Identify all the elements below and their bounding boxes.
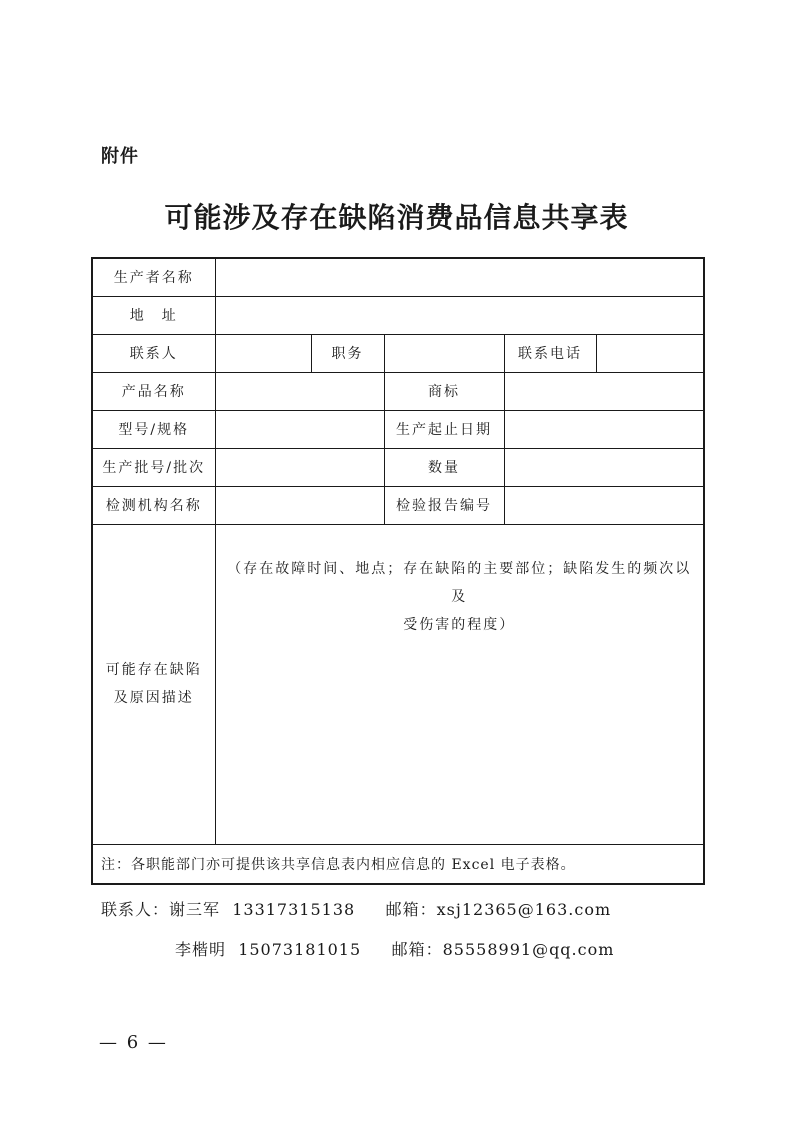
form-note: 注：各职能部门亦可提供该共享信息表内相应信息的 Excel 电子表格。: [92, 844, 704, 884]
defect-description-label: [92, 524, 215, 844]
info-share-form: [91, 257, 705, 885]
batch-label: 生产批号/批次: [92, 448, 215, 486]
producer-name-label: 生产者名称: [92, 258, 215, 296]
defect-label-line2: 及原因描述: [113, 690, 194, 706]
defect-hint-line1: （存在故障时间、地点；存在缺陷的主要部位；缺陷发生的频次以及: [227, 560, 692, 605]
product-name-field[interactable]: [215, 372, 384, 410]
contact-phone-label: 联系电话: [504, 334, 596, 372]
contact-name: 李楷明: [175, 940, 227, 959]
position-field[interactable]: [384, 334, 504, 372]
report-no-field[interactable]: [504, 486, 704, 524]
defect-label-line1: 可能存在缺陷: [105, 662, 202, 678]
email-label: 邮箱：: [385, 900, 437, 919]
model-spec-label: 型号/规格: [92, 410, 215, 448]
defect-description-field[interactable]: [215, 524, 704, 844]
email-label: 邮箱：: [391, 940, 443, 959]
contact-phone-field[interactable]: [596, 334, 704, 372]
contacts-label: 联系人：: [101, 900, 170, 919]
page-number: — 6 —: [99, 1032, 168, 1053]
contact-email: xsj12365@163.com: [436, 900, 612, 919]
contact-name: 谢三军: [169, 900, 221, 919]
address-label: 地 址: [92, 296, 215, 334]
production-dates-field[interactable]: [504, 410, 704, 448]
address-field[interactable]: [215, 296, 704, 334]
contact-line-1: [101, 897, 611, 920]
batch-field[interactable]: [215, 448, 384, 486]
trademark-label: 商标: [384, 372, 504, 410]
attachment-label: 附件: [101, 146, 139, 167]
contact-person-field[interactable]: [215, 334, 311, 372]
quantity-field[interactable]: [504, 448, 704, 486]
contact-line-2: [175, 937, 614, 960]
product-name-label: 产品名称: [92, 372, 215, 410]
contact-person-label: 联系人: [92, 334, 215, 372]
contact-phone: 13317315138: [232, 900, 356, 919]
defect-hint-line2: 受伤害的程度）: [403, 616, 516, 633]
quantity-label: 数量: [384, 448, 504, 486]
position-label: 职务: [311, 334, 384, 372]
contact-email: 85558991@qq.com: [442, 940, 615, 959]
test-org-field[interactable]: [215, 486, 384, 524]
report-no-label: 检验报告编号: [384, 486, 504, 524]
contact-phone: 15073181015: [238, 940, 362, 959]
test-org-label: 检测机构名称: [92, 486, 215, 524]
trademark-field[interactable]: [504, 372, 704, 410]
production-dates-label: 生产起止日期: [384, 410, 504, 448]
model-spec-field[interactable]: [215, 410, 384, 448]
producer-name-field[interactable]: [215, 258, 704, 296]
page-title: 可能涉及存在缺陷消费品信息共享表: [164, 201, 629, 234]
